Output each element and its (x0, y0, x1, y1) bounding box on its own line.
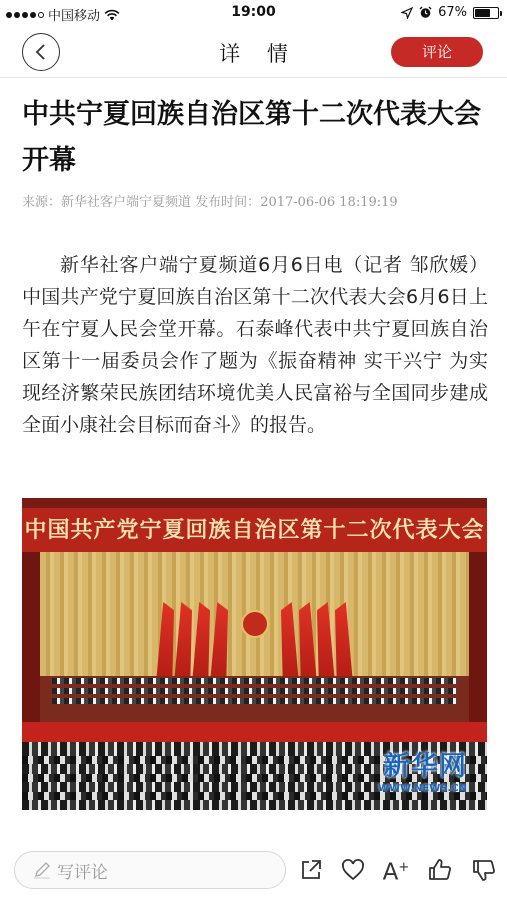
share-icon (298, 857, 324, 883)
thumbs-up-icon (427, 857, 453, 883)
photo-carpet (22, 722, 487, 742)
publish-time: 2017-06-06 18:19:19 (260, 195, 398, 210)
alarm-icon (419, 6, 432, 19)
dais-row (52, 698, 457, 704)
location-icon (401, 7, 413, 19)
font-size-icon: A+ (382, 859, 410, 886)
dislike-button[interactable] (470, 856, 498, 884)
status-time: 19:00 (231, 4, 276, 20)
page-title: 详 情 (219, 42, 298, 66)
thumbs-down-icon (471, 857, 497, 883)
xinhua-watermark (378, 744, 467, 794)
bottom-toolbar (0, 846, 507, 900)
publish-label: 发布时间： (195, 195, 261, 210)
nav-bar (0, 26, 507, 78)
party-emblem (241, 610, 269, 638)
share-button[interactable] (297, 856, 325, 884)
battery-percent: 67% (438, 5, 467, 20)
like-button[interactable] (426, 856, 454, 884)
dais-row (52, 678, 457, 684)
battery-icon (473, 7, 499, 19)
source-name: 新华社客户端宁夏频道 (61, 195, 192, 210)
article-title: 中共宁夏回族自治区第十二次代表大会开幕 (22, 99, 481, 176)
carrier-label: 中国移动 (48, 9, 101, 24)
dais-row (52, 688, 457, 694)
battery-fill (475, 9, 490, 17)
comment-input[interactable] (14, 851, 286, 889)
pencil-icon (33, 861, 51, 879)
article-body: 新华社客户端宁夏频道6月6日电（记者 邹欣媛）中国共产党宁夏回族自治区第十二次代表大会6月6日上午在宁夏人民会堂开幕。石泰峰代表中共宁夏回族自治区第十一届委员会作了题为《振奋精神 实干兴宁 为实现经济繁荣民族团结环境优美人民富裕与全国同步建成全面小康社会目标而奋斗》的报告。 (22, 254, 488, 436)
watermark-url: WWW.NEWS.CN (377, 783, 467, 794)
article-meta (22, 191, 492, 210)
comment-button[interactable]: 评论 (391, 37, 483, 67)
status-bar (0, 0, 507, 26)
photo-side-wall-right (469, 552, 487, 722)
article-photo[interactable] (22, 498, 487, 810)
font-size-label: A (382, 859, 399, 886)
status-right (401, 5, 499, 20)
source-label: 来源： (22, 195, 62, 210)
font-size-button[interactable] (382, 856, 410, 884)
heart-icon (340, 857, 366, 883)
watermark-logo: 新华网 (383, 751, 467, 782)
photo-side-wall-left (22, 552, 40, 722)
photo-banner (22, 508, 487, 552)
comment-placeholder: 写评论 (57, 862, 108, 883)
photo-banner-text: 中国共产党宁夏回族自治区第十二次代表大会 (24, 517, 485, 543)
favorite-button[interactable] (339, 856, 367, 884)
